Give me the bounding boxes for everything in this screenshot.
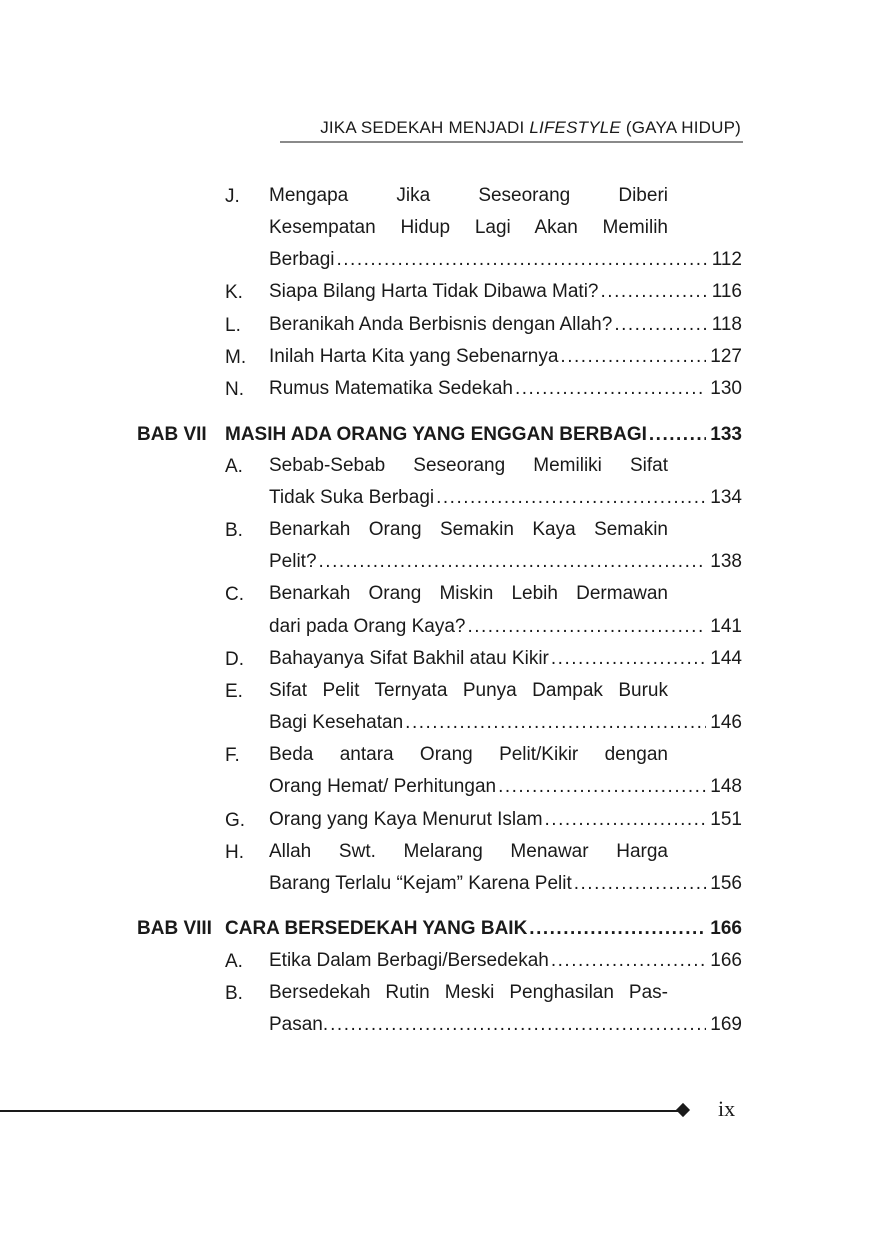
toc-entry-lastline <box>269 868 742 900</box>
leader-dots <box>551 643 706 675</box>
toc-entry-letter: G. <box>225 810 246 831</box>
toc-entry-line: Benarkah Orang Miskin Lebih Dermawan <box>269 583 668 604</box>
chapter-title: MASIH ADA ORANG YANG ENGGAN BERBAGI <box>225 424 647 445</box>
toc-entry-line: Sebab-Sebab Seseorang Memiliki Sifat <box>269 455 668 476</box>
leader-dots <box>545 804 707 836</box>
leader-dots <box>574 868 707 900</box>
toc-entry-letter: C. <box>225 584 244 605</box>
toc-entry-letter: M. <box>225 347 247 368</box>
toc-entry-lastline <box>269 276 742 308</box>
toc-entry-title: Pelit? <box>269 551 317 572</box>
header-title-pre: JIKA SEDEKAH MENJADI <box>320 118 530 137</box>
toc-entry-title: Barang Terlalu “Kejam” Karena Pelit <box>269 873 572 894</box>
header-title-post: (GAYA HIDUP) <box>620 118 741 137</box>
toc-entry-lastline <box>269 771 742 803</box>
toc-entry-letter: A. <box>225 951 243 972</box>
chapter-label: BAB VIII <box>137 918 212 939</box>
toc-entry-lastline <box>269 482 742 514</box>
toc-entry-title: Orang Hemat/ Perhitungan <box>269 776 497 797</box>
toc-entry-title: Beranikah Anda Berbisnis dengan Allah? <box>269 314 613 335</box>
toc-entry-line: Allah Swt. Melarang Menawar Harga <box>269 841 668 862</box>
toc-entry-page: 118 <box>711 314 742 335</box>
toc-entry-letter: J. <box>225 186 240 207</box>
toc-entry-letter: B. <box>225 520 243 541</box>
toc-entry-lastline <box>269 945 742 977</box>
leader-dots <box>498 771 706 803</box>
leader-dots <box>319 546 707 578</box>
leader-dots <box>467 611 706 643</box>
toc-entry-page: 166 <box>710 950 742 971</box>
toc-entry-lastline <box>269 804 742 836</box>
toc-entry-lastline <box>269 244 742 276</box>
toc-entry-line: Sifat Pelit Ternyata Punya Dampak Buruk <box>269 680 668 701</box>
toc-entry-line: Benarkah Orang Semakin Kaya Semakin <box>269 519 668 540</box>
leader-dots <box>436 482 706 514</box>
toc-entry-lastline <box>269 309 742 341</box>
chapter-title: CARA BERSEDEKAH YANG BAIK <box>225 918 528 939</box>
leader-dots <box>529 913 706 945</box>
leader-dots <box>649 419 706 451</box>
toc-entry-page: 148 <box>710 776 742 797</box>
toc-entry-title: dari pada Orang Kaya? <box>269 616 466 637</box>
toc-entry-lastline <box>269 643 742 675</box>
toc-entry-letter: L. <box>225 315 241 336</box>
toc-entry-title: Rumus Matematika Sedekah <box>269 378 513 399</box>
leader-dots <box>560 341 706 373</box>
leader-dots <box>614 309 707 341</box>
toc-entry-page: 127 <box>710 346 742 367</box>
chapter-title-line <box>225 913 742 945</box>
toc-entry-line: Kesempatan Hidup Lagi Akan Memilih <box>269 217 668 238</box>
leader-dots <box>551 945 706 977</box>
toc-entry-lastline <box>269 373 742 405</box>
leader-dots <box>405 707 706 739</box>
toc-entry-letter: K. <box>225 282 243 303</box>
chapter-label: BAB VII <box>137 424 207 445</box>
toc-entry-lastline <box>269 1009 742 1041</box>
toc-entry-page: 141 <box>710 616 742 637</box>
leader-dots <box>515 373 706 405</box>
toc-entry-page: 112 <box>711 249 742 270</box>
toc-entry-lastline <box>269 546 742 578</box>
chapter-title-line <box>225 419 742 451</box>
header-title-italic: LIFESTYLE <box>529 118 621 137</box>
page-number: ix <box>718 1096 736 1121</box>
toc-entry-letter: D. <box>225 649 244 670</box>
toc-entry-page: 138 <box>710 551 742 572</box>
toc-entry-page: 146 <box>710 712 742 733</box>
footer-rule <box>0 1110 679 1112</box>
running-header <box>280 118 741 138</box>
toc-entry-title: Tidak Suka Berbagi <box>269 487 435 508</box>
toc-entry-title: Inilah Harta Kita yang Sebenarnya <box>269 346 559 367</box>
chapter-page: 166 <box>710 918 742 939</box>
toc-entry-title: Etika Dalam Berbagi/Bersedekah <box>269 950 549 971</box>
toc-entry-lastline <box>269 611 742 643</box>
leader-dots <box>601 276 708 308</box>
toc-entry-letter: E. <box>225 681 243 702</box>
toc-entry-letter: N. <box>225 379 244 400</box>
toc-entry-letter: A. <box>225 456 243 477</box>
toc-entry-page: 130 <box>710 378 742 399</box>
leader-dots <box>330 1009 706 1041</box>
footer-diamond-ornament <box>676 1103 690 1117</box>
toc-entry-title: Bahayanya Sifat Bakhil atau Kikir <box>269 648 549 669</box>
toc-entry-line: Beda antara Orang Pelit/Kikir dengan <box>269 744 668 765</box>
toc-entry-page: 151 <box>710 809 742 830</box>
toc-entry-title: Bagi Kesehatan <box>269 712 404 733</box>
header-rule <box>280 141 743 143</box>
toc-entry-letter: H. <box>225 842 244 863</box>
toc-entry-page: 144 <box>710 648 742 669</box>
toc-entry-title: Orang yang Kaya Menurut Islam <box>269 809 543 830</box>
toc-entry-lastline <box>269 341 742 373</box>
leader-dots <box>337 244 708 276</box>
toc-entry-lastline <box>269 707 742 739</box>
toc-entry-title: Siapa Bilang Harta Tidak Dibawa Mati? <box>269 281 599 302</box>
chapter-page: 133 <box>710 424 742 445</box>
toc-entry-page: 156 <box>710 873 742 894</box>
toc-entry-page: 134 <box>710 487 742 508</box>
toc-entry-title: Berbagi <box>269 249 335 270</box>
toc-entry-line: Mengapa Jika Seseorang Diberi <box>269 185 668 206</box>
toc-entry-letter: F. <box>225 745 240 766</box>
toc-entry-letter: B. <box>225 983 243 1004</box>
toc-entry-title: Pasan. <box>269 1014 329 1035</box>
toc-entry-page: 169 <box>710 1014 742 1035</box>
toc-entry-line: Bersedekah Rutin Meski Penghasilan Pas- <box>269 982 668 1003</box>
toc-entry-page: 116 <box>711 281 742 302</box>
